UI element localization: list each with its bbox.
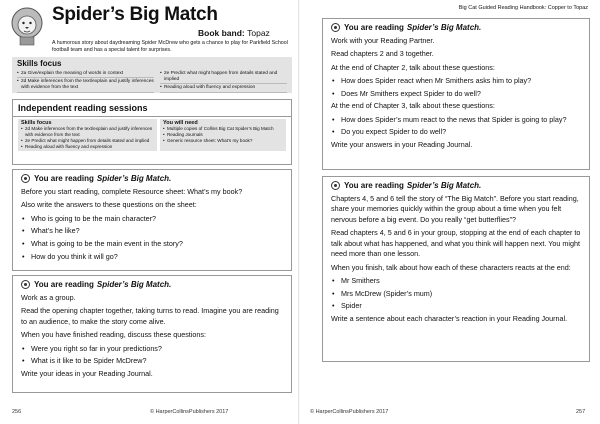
heading-book-title: Spider’s Big Match. [96, 280, 172, 289]
you-will-need [160, 119, 286, 151]
reading-box-heading [21, 280, 283, 289]
independent-skills [18, 119, 157, 151]
independent-heading: Independent reading sessions [13, 100, 291, 117]
page-title: Spider’s Big Match [52, 4, 218, 25]
book-band-label: Book band: [198, 28, 245, 38]
heading-prefix: You are reading [344, 181, 404, 190]
list-item: • Mr Smithers [331, 276, 581, 286]
list-item: • 2d Make inferences from the text/explain and justify inferences with evidence from the text [21, 126, 154, 138]
list-item: • How do you think it will go? [21, 252, 283, 262]
paragraph: Also write the answers to these questions on the sheet: [21, 200, 197, 210]
copyright: © HarperCollinsPublishers 2017 [310, 409, 389, 415]
paragraph: At the end of Chapter 2, talk about these questions: [331, 62, 495, 72]
paragraph: Work with your Reading Partner. [331, 36, 435, 45]
paragraph: When you finish, talk about how each of these characters reacts at the end: [331, 262, 571, 272]
list-item: • How does Spider react when Mr Smithers asks him to play? [331, 76, 581, 86]
reading-box-2 [12, 275, 292, 393]
list-item: • 2a Give/explain the meaning of words in context [17, 70, 154, 78]
reading-box-1 [12, 169, 292, 271]
list-item: • How does Spider’s mum react to the news that Spider is going to play? [331, 115, 581, 125]
book-summary: A humorous story about daydreaming Spider McDrew who gets a chance to play for Parkfield School football team and has a special talent for surprises. [52, 40, 288, 54]
skills-focus-box [12, 57, 292, 93]
list-item: • Generic resource sheet: What’s my book? [163, 138, 283, 144]
list-item: • 2d Make inferences from the text/explain and justify inferences with evidence from the text [17, 78, 154, 92]
heading-book-title: Spider’s Big Match. [406, 23, 482, 32]
paragraph: Write a sentence about each character’s reaction in your Reading Journal. [331, 313, 568, 323]
list-item: • 2e Predict what might happen from details stated and implied [21, 138, 154, 144]
reading-box-heading [331, 23, 581, 32]
book-badge-icon [21, 280, 30, 289]
paragraph: Work as a group. [21, 293, 76, 302]
list-item: • Do you expect Spider to do well? [331, 127, 581, 137]
skills-focus-heading: Skills focus [17, 59, 62, 68]
reading-box-heading [21, 174, 283, 183]
reading-box-4 [322, 176, 590, 362]
list-item: • What is going to be the main event in the story? [21, 239, 283, 249]
running-head: Big Cat Guided Reading Handbook: Copper to Topaz [458, 5, 588, 11]
reading-box-heading [331, 181, 581, 190]
list-item: • Multiple copies of Collins Big Cat Spider’s Big Match [163, 126, 283, 132]
right-page [300, 0, 600, 424]
list-item: • What is it like to be Spider McDrew? [21, 356, 283, 366]
heading-prefix: You are reading [344, 23, 404, 32]
paragraph: Read chapters 2 and 3 together. [331, 49, 434, 59]
book-badge-icon [331, 23, 340, 32]
heading-book-title: Spider’s Big Match. [96, 174, 172, 183]
book-band [198, 28, 270, 38]
book-badge-icon [21, 174, 30, 183]
heading-book-title: Spider’s Big Match. [406, 181, 482, 190]
copyright: © HarperCollinsPublishers 2017 [150, 409, 229, 415]
paragraph: At the end of Chapter 3, talk about these questions: [331, 101, 495, 111]
skills-list-b [160, 70, 287, 93]
independent-skills-heading: Skills focus [21, 120, 52, 126]
paragraph: Chapters 4, 5 and 6 tell the story of “The Big Match”. Before you start reading, share your memories quickly within the group about a time when you felt nervous before a big event. Do you really “get butterflies”? [331, 194, 579, 224]
paragraph: Read chapters 4, 5 and 6 in your group, stopping at the end of each chapter to talk about what has happened, and what you think will happen next. You might need more than one lesson. [331, 228, 581, 259]
lion-logo-icon [10, 6, 44, 46]
heading-prefix: You are reading [34, 280, 94, 289]
list-item: • Spider [331, 301, 581, 311]
independent-reading-box [12, 99, 292, 165]
paragraph: Read the opening chapter together, taking turns to read. Imagine you are reading to an audience, to make the story come alive. [21, 306, 279, 326]
list-item: • Reading Journals [163, 132, 283, 138]
heading-prefix: You are reading [34, 174, 94, 183]
paragraph: Write your answers in your Reading Journal. [331, 140, 473, 150]
list-item: • 2e Predict what might happen from details stated and implied [160, 70, 287, 84]
paragraph: Write your ideas in your Reading Journal. [21, 368, 153, 378]
skills-list-a [17, 70, 154, 93]
page-number: 256 [12, 409, 22, 415]
page-number: 257 [576, 409, 586, 415]
paragraph: When you have finished reading, discuss these questions: [21, 330, 206, 340]
list-item: • Reading aloud with fluency and expression [160, 84, 287, 92]
you-will-need-heading: You will need [162, 120, 198, 126]
list-item: • Who is going to be the main character? [21, 214, 283, 224]
book-band-value: Topaz [247, 28, 270, 38]
list-item: • What’s he like? [21, 226, 283, 236]
list-item: • Does Mr Smithers expect Spider to do well? [331, 89, 581, 99]
list-item: • Reading aloud with fluency and expression [21, 144, 154, 150]
paragraph: Before you start reading, complete Resource sheet: What’s my book? [21, 187, 243, 196]
list-item: • Were you right so far in your predictions? [21, 344, 283, 354]
book-badge-icon [331, 181, 340, 190]
list-item: • Mrs McDrew (Spider’s mum) [331, 289, 581, 299]
reading-box-3 [322, 18, 590, 170]
